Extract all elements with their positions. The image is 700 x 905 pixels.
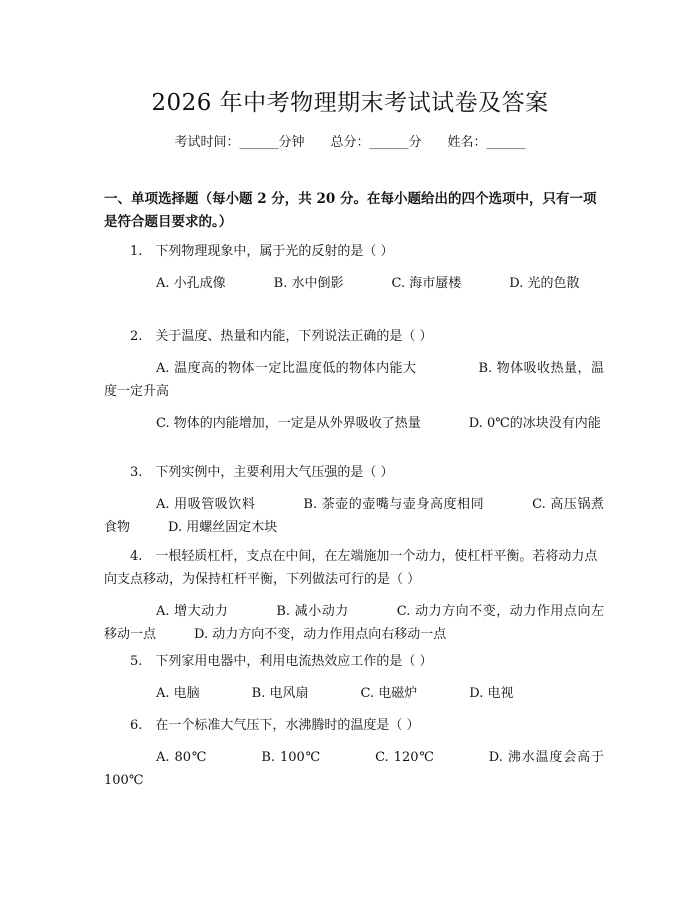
- question-stem: 1. 下列物理现象中，属于光的反射的是（ ）: [130, 244, 394, 259]
- option-c: C. 高压锅煮食物: [104, 497, 605, 535]
- option-d: D. 电视: [469, 686, 514, 701]
- exam-time-field: 考试时间：______分钟: [174, 135, 305, 150]
- option-c: C. 海市蜃楼: [391, 276, 462, 291]
- option-b: B. 水中倒影: [273, 276, 344, 291]
- option-b: B. 茶壶的壶嘴与壶身高度相同: [303, 497, 485, 512]
- option-b: B. 电风扇: [251, 686, 309, 701]
- option-b: B. 100℃: [261, 750, 322, 765]
- option-c: C. 物体的内能增加，一定是从外界吸收了热量: [156, 416, 421, 431]
- question-options: [104, 357, 604, 403]
- option-a: A. 用吸管吸饮料: [156, 497, 256, 512]
- option-d: D. 光的色散: [509, 276, 580, 291]
- question-3: [104, 461, 604, 539]
- question-options: [104, 600, 604, 646]
- option-d: D. 用螺丝固定木块: [168, 520, 278, 535]
- question-options: [104, 682, 604, 705]
- option-a: A. 小孔成像: [156, 276, 226, 291]
- question-options: [104, 412, 604, 435]
- question-stem: 6. 在一个标准大气压下，水沸腾时的温度是（ ）: [130, 718, 420, 733]
- option-b: B. 物体吸收热量，温度一定升高: [104, 361, 604, 399]
- option-a: A. 电脑: [156, 686, 200, 701]
- question-4: [104, 545, 604, 646]
- question-2: [104, 325, 604, 435]
- question-5: [104, 650, 604, 705]
- question-stem: 3. 下列实例中，主要利用大气压强的是（ ）: [130, 465, 394, 480]
- option-c: C. 电磁炉: [360, 686, 418, 701]
- option-d: D. 0℃的冰块没有内能: [468, 416, 601, 431]
- option-c: C. 120℃: [375, 750, 435, 765]
- total-score-field: 总分：______分: [330, 135, 422, 150]
- question-options: [104, 493, 604, 539]
- question-stem: 4. 一根轻质杠杆，支点在中间，在左端施加一个动力，使杠杆平衡。若将动力点向支点移动，为保持杠杆平衡，下列做法可行的是（ ）: [104, 549, 598, 587]
- question-options: [104, 272, 604, 295]
- question-options: [104, 746, 604, 792]
- question-stem: 2. 关于温度、热量和内能，下列说法正确的是（ ）: [130, 329, 433, 344]
- question-1: [104, 240, 604, 295]
- section-heading: 一、单项选择题（每小题 2 分，共 20 分。在每小题给出的四个选项中，只有一项是符合题目要求的。）: [104, 191, 597, 230]
- option-c: C. 动力方向不变，动力作用点向左移动一点: [104, 604, 604, 642]
- option-d: D. 动力方向不变，动力作用点向右移动一点: [194, 627, 447, 642]
- exam-info-line: [0, 131, 700, 150]
- option-d: D. 沸水温度会高于 100℃: [104, 750, 604, 788]
- page-title: 2026 年中考物理期末考试试卷及答案: [151, 90, 549, 116]
- option-a: A. 80℃: [156, 750, 208, 765]
- option-a: A. 温度高的物体一定比温度低的物体内能大: [156, 361, 417, 376]
- option-a: A. 增大动力: [156, 604, 229, 619]
- question-stem: 5. 下列家用电器中，利用电流热效应工作的是（ ）: [130, 654, 433, 669]
- student-name-field: 姓名：______: [447, 135, 526, 150]
- option-b: B. 减小动力: [276, 604, 349, 619]
- question-6: [104, 714, 604, 792]
